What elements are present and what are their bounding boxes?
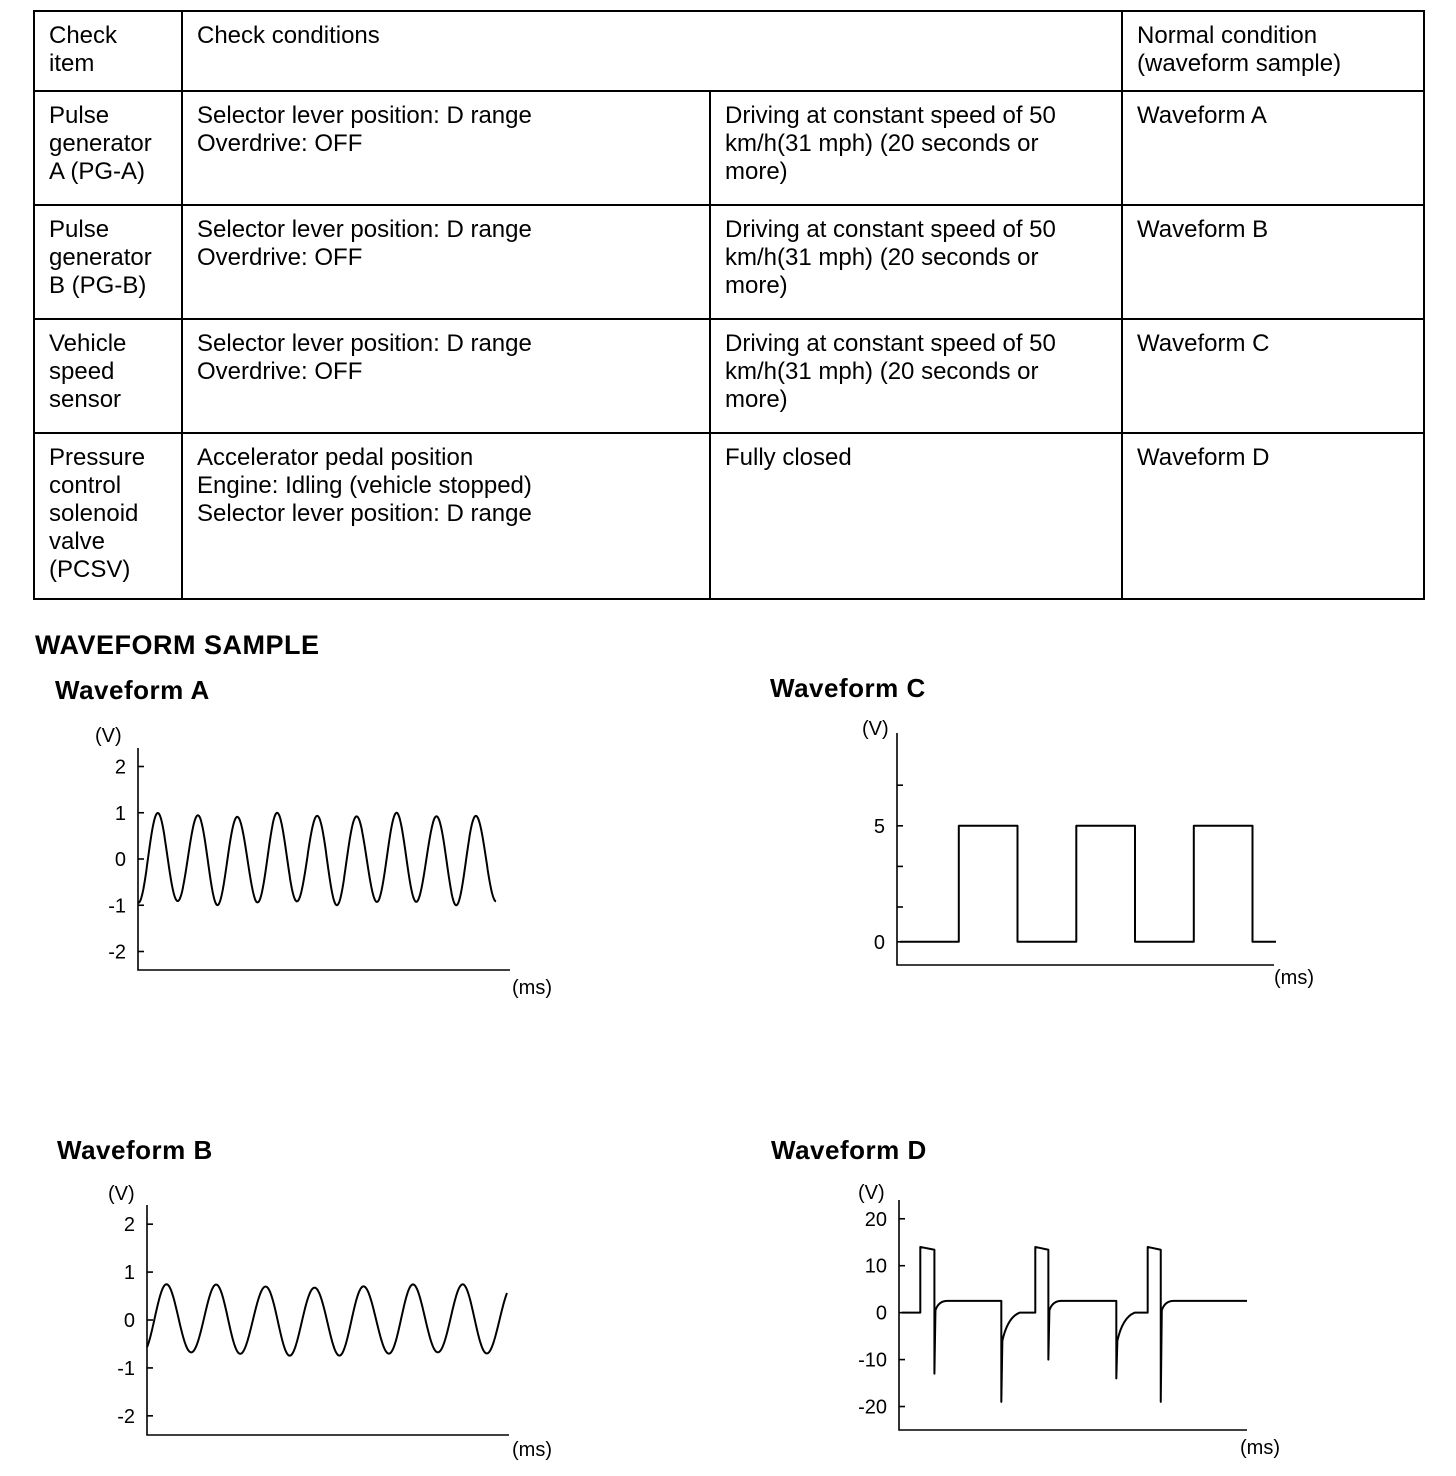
y-axis-label: (V) — [108, 1183, 135, 1205]
row-operation: Fully closed — [710, 433, 1122, 599]
x-axis-label: (ms) — [512, 977, 552, 999]
y-tick-label: -1 — [108, 895, 126, 918]
y-tick-label: 1 — [114, 802, 126, 825]
y-tick-label: -1 — [117, 1357, 135, 1380]
y-tick-label: -10 — [858, 1349, 887, 1372]
condition-line: Accelerator pedal position — [197, 444, 474, 471]
waveform-trace — [147, 1284, 507, 1355]
header-check-conditions: Check conditions — [182, 11, 1122, 91]
waveform-a-title: Waveform A — [55, 675, 210, 705]
waveform-b-plot — [108, 1183, 552, 1461]
y-tick-label: 0 — [114, 849, 126, 871]
y-tick-label: 2 — [114, 756, 126, 779]
y-tick-label: 0 — [875, 1302, 887, 1325]
row-normal-condition: Waveform B — [1122, 205, 1424, 319]
row-operation: Driving at constant speed of 50 km/h(31 mph) (20 seconds or more) — [710, 205, 1122, 319]
y-tick-label: -20 — [858, 1396, 887, 1419]
waveform-c-plot — [862, 718, 1314, 989]
y-tick-label: 20 — [864, 1208, 887, 1231]
section-title: WAVEFORM SAMPLE — [35, 630, 320, 660]
axes — [897, 733, 1274, 965]
row-normal-condition: Waveform C — [1122, 319, 1424, 433]
waveform-d-plot — [858, 1182, 1280, 1459]
axes — [147, 1205, 509, 1435]
condition-line: Selector lever position: D range — [197, 330, 532, 357]
condition-line: Overdrive: OFF — [197, 244, 363, 271]
row-normal-condition: Waveform A — [1122, 91, 1424, 205]
y-axis-label: (V) — [95, 725, 122, 747]
row-check-item: Pulse generator B (PG-B) — [34, 205, 182, 319]
condition-line: Selector lever position: D range — [197, 216, 532, 243]
y-tick-label: 10 — [864, 1255, 887, 1278]
condition-line: Overdrive: OFF — [197, 130, 363, 157]
waveform-c-title: Waveform C — [770, 673, 926, 703]
condition-line: Overdrive: OFF — [197, 358, 363, 385]
condition-line: Selector lever position: D range — [197, 102, 532, 129]
row-normal-condition: Waveform D — [1122, 433, 1424, 599]
waveform-trace — [900, 826, 1276, 942]
header-normal-condition: Normal condition (waveform sample) — [1122, 11, 1424, 91]
y-tick-label: 0 — [123, 1310, 135, 1332]
condition-line: Selector lever position: D range — [197, 500, 532, 527]
axes — [899, 1200, 1247, 1430]
x-axis-label: (ms) — [1240, 1437, 1280, 1459]
waveform-a-plot — [95, 725, 552, 999]
row-operation: Driving at constant speed of 50 km/h(31 mph) (20 seconds or more) — [710, 319, 1122, 433]
y-tick-label: -2 — [108, 941, 126, 964]
y-tick-label: 5 — [873, 815, 885, 838]
waveform-d-title: Waveform D — [771, 1135, 927, 1165]
header-check-item: Check item — [34, 11, 182, 91]
row-check-item: Vehicle speed sensor — [34, 319, 182, 433]
row-check-item: Pressure control solenoid valve (PCSV) — [34, 433, 182, 599]
x-axis-label: (ms) — [1274, 967, 1314, 989]
condition-line: Engine: Idling (vehicle stopped) — [197, 472, 532, 499]
row-operation: Driving at constant speed of 50 km/h(31 mph) (20 seconds or more) — [710, 91, 1122, 205]
y-tick-label: 0 — [873, 931, 885, 954]
x-axis-label: (ms) — [512, 1439, 552, 1461]
waveform-trace — [902, 1247, 1247, 1402]
waveform-trace — [138, 813, 496, 905]
y-tick-label: 1 — [123, 1262, 135, 1285]
y-tick-label: 2 — [123, 1214, 135, 1237]
y-tick-label: -2 — [117, 1405, 135, 1428]
y-axis-label: (V) — [862, 718, 889, 740]
y-axis-label: (V) — [858, 1182, 885, 1204]
axes — [138, 748, 510, 970]
waveform-b-title: Waveform B — [57, 1135, 213, 1165]
row-check-item: Pulse generator A (PG-A) — [34, 91, 182, 205]
